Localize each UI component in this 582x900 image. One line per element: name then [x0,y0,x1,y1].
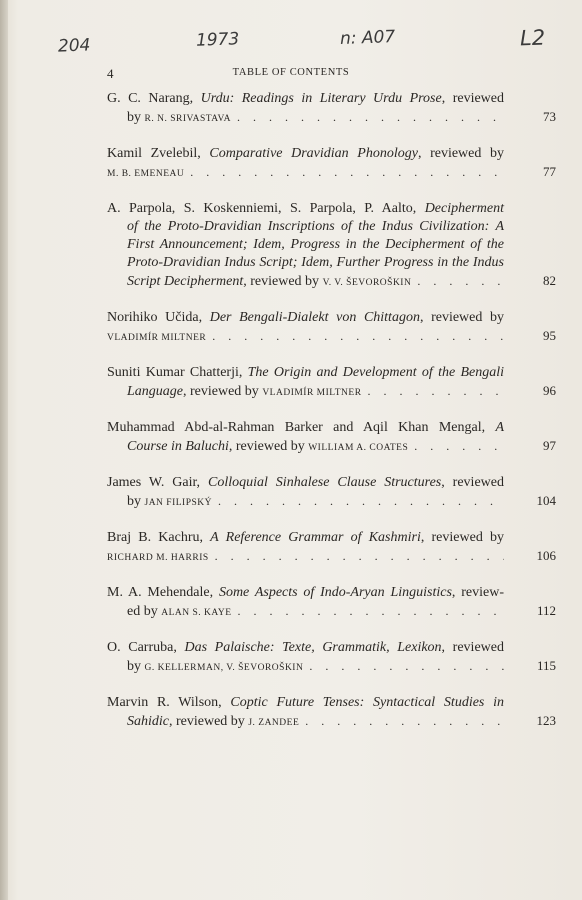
leader-dots [414,437,504,455]
work-title: A [495,420,504,435]
handwritten-note: L2 [519,25,546,51]
leader-dots [309,657,504,675]
reviewer-name: VLADIMÍR MILTNER [262,388,362,398]
work-title: Course in Baluchi [127,439,229,454]
page-reference: 123 [536,713,556,728]
toc-entry: Braj B. Kachru, A Reference Grammar of Kashmiri, reviewed by RICHARD M. HARRIS . . . 106 [107,529,530,567]
leader-dots [215,547,504,565]
work-title: Das Palaische: Texte, Grammatik, Lexikon [184,640,442,655]
work-title: Some Aspects of Indo-Aryan Linguistics [218,585,452,600]
page-reference: 112 [536,603,556,618]
toc-entry: Suniti Kumar Chatterji, The Origin and Development of the Bengali Language, reviewed by VLADIMÍR MILTNER . . . 96 [107,364,530,402]
leader-dots [212,327,504,345]
work-title: Der Bengali-Dialekt von Chittagon [209,310,420,325]
work-title: Script Decipherment [127,274,244,289]
work-title: Decipherment [424,201,504,216]
handwritten-note: n: A07 [339,27,396,49]
leader-dots [218,492,504,510]
page-reference: 115 [536,658,556,673]
work-title: Urdu: Readings in Literary Urdu Prose [200,91,442,106]
page-header: TABLE OF CONTENTS [232,67,350,78]
work-title: A Reference Grammar of Kashmiri [210,530,421,545]
reviewer-name: J. ZANDEE [248,718,300,728]
toc-entry: O. Carruba, Das Palaische: Texte, Grammatik, Lexikon, reviewed by G. KELLERMAN, V. ŠEVOROŠKIN . . . 115 [107,639,530,677]
page-reference: 95 [543,328,556,343]
page-reference: 82 [543,273,556,288]
toc-entry: James W. Gair, Colloquial Sinhalese Clause Structures, reviewed by JAN FILIPSKÝ . . . 104 [107,474,530,512]
toc-list [107,90,556,749]
page-edge-shadow [0,0,8,900]
toc-entry: A. Parpola, S. Koskenniemi, S. Parpola, P. Aalto, Decipherment of the Proto-Dravidian Inscriptions of the Indus Civilization: A First Announcement; Idem, Progress in the Decipherment of the Proto-Dravidian Indus Script; Idem, Further Progress in the Indus Script Decipherment, reviewed by V. V. ŠEVOROŠKIN . . . 82 [107,200,530,292]
page-reference: 104 [536,493,556,508]
toc-entry: Kamil Zvelebil, Comparative Dravidian Phonology, reviewed by M. B. EMENEAU . . . 77 [107,145,530,183]
reviewer-name: M. B. EMENEAU [107,169,185,179]
reviewer-name: ALAN S. KAYE [161,608,232,618]
leader-dots [238,602,504,620]
handwritten-note: 1973 [195,29,240,51]
page-reference: 97 [543,438,556,453]
toc-entry: M. A. Mehendale, Some Aspects of Indo-Aryan Linguistics, review- ed by ALAN S. KAYE . . . 112 [107,584,530,622]
page-reference: 106 [536,548,556,563]
work-title: Comparative Dravidian Phonology [209,146,418,161]
work-title: Coptic Future Tenses: Syntactical Studies in [230,695,504,710]
reviewer-name: G. KELLERMAN, V. ŠEVOROŠKIN [144,663,304,673]
work-title: The Origin and Development of the Bengali [247,365,504,380]
handwritten-note: 204 [57,35,91,57]
toc-entry: G. C. Narang, Urdu: Readings in Literary Urdu Prose, reviewed by R. N. SRIVASTAVA . . . 73 [107,90,530,128]
leader-dots [237,108,504,126]
work-title: Language [127,384,183,399]
work-title: Sahidic [127,714,169,729]
page-reference: 73 [543,109,556,124]
work-title: Colloquial Sinhalese Clause Structures [207,475,442,490]
reviewer-name: RICHARD M. HARRIS [107,553,209,563]
leader-dots [190,163,504,181]
toc-entry: Marvin R. Wilson, Coptic Future Tenses: Syntactical Studies in Sahidic, reviewed by J. ZANDEE . . . 123 [107,694,530,732]
reviewer-name: R. N. SRIVASTAVA [144,114,231,124]
page-reference: 96 [543,383,556,398]
leader-dots [305,712,504,730]
reviewer-name: V. V. ŠEVOROŠKIN [322,278,412,288]
leader-dots [368,382,504,400]
toc-entry: Muhammad Abd-al-Rahman Barker and Aqil Khan Mengal, A Course in Baluchi, reviewed by WILLIAM A. COATES . . . 97 [107,419,530,457]
toc-entry: Norihiko Učida, Der Bengali-Dialekt von Chittagon, reviewed by VLADIMÍR MILTNER . . . 95 [107,309,530,347]
reviewer-name: WILLIAM A. COATES [308,443,409,453]
page-reference: 77 [543,164,556,179]
reviewer-name: VLADIMÍR MILTNER [107,333,207,343]
reviewer-name: JAN FILIPSKÝ [144,498,212,508]
leader-dots [417,272,504,290]
page-number: 4 [107,66,114,81]
